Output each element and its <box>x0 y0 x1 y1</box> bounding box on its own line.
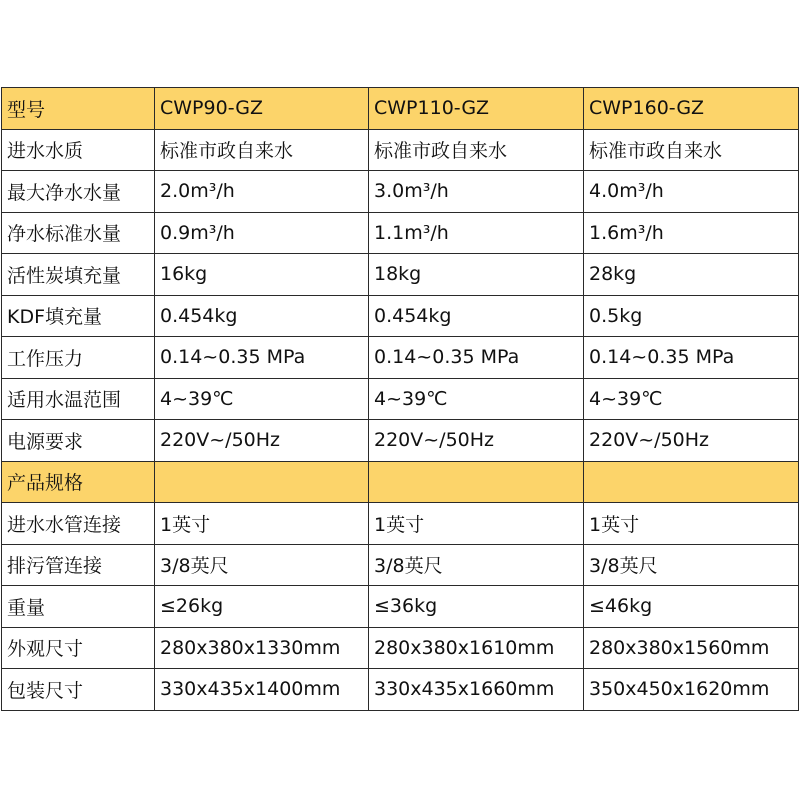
row-label: 活性炭填充量 <box>2 254 155 296</box>
header-cell-model: CWP160-GZ <box>584 88 799 130</box>
table-cell: 16kg <box>155 254 369 296</box>
table-row <box>2 503 799 545</box>
table-cell: 220V~/50Hz <box>584 420 799 462</box>
table-cell: 280x380x1330mm <box>155 627 369 669</box>
table-cell: 1英寸 <box>155 503 369 545</box>
table-cell: 4~39℃ <box>584 378 799 420</box>
table-cell: 3/8英尺 <box>369 544 584 586</box>
table-cell: 0.14~0.35 MPa <box>369 337 584 379</box>
table-cell: 标准市政自来水 <box>584 129 799 171</box>
row-label: KDF填充量 <box>2 295 155 337</box>
table-cell: 2.0m³/h <box>155 171 369 213</box>
header-cell-model: CWP110-GZ <box>369 88 584 130</box>
row-label: 进水水管连接 <box>2 503 155 545</box>
table-cell: 标准市政自来水 <box>369 129 584 171</box>
row-label: 排污管连接 <box>2 544 155 586</box>
header-cell-model: CWP90-GZ <box>155 88 369 130</box>
table-cell: 220V~/50Hz <box>369 420 584 462</box>
table-cell: 350x450x1620mm <box>584 669 799 711</box>
table-row <box>2 627 799 669</box>
table-cell: 4.0m³/h <box>584 171 799 213</box>
row-label: 工作压力 <box>2 337 155 379</box>
section-title: 产品规格 <box>2 461 155 503</box>
table-cell: 0.14~0.35 MPa <box>584 337 799 379</box>
table-row <box>2 295 799 337</box>
table-cell: 0.9m³/h <box>155 212 369 254</box>
table-cell: 0.5kg <box>584 295 799 337</box>
section-header-row <box>2 461 799 503</box>
row-label: 进水水质 <box>2 129 155 171</box>
table-cell: 1英寸 <box>369 503 584 545</box>
table-cell: 330x435x1660mm <box>369 669 584 711</box>
table-row <box>2 212 799 254</box>
section-empty-cell <box>155 461 369 503</box>
table-cell: 280x380x1610mm <box>369 627 584 669</box>
table-row <box>2 544 799 586</box>
row-label: 电源要求 <box>2 420 155 462</box>
section-empty-cell <box>584 461 799 503</box>
table-cell: 220V~/50Hz <box>155 420 369 462</box>
table-cell: 标准市政自来水 <box>155 129 369 171</box>
table-cell: 0.14~0.35 MPa <box>155 337 369 379</box>
header-row <box>2 88 799 130</box>
table-cell: 3.0m³/h <box>369 171 584 213</box>
table-row <box>2 171 799 213</box>
row-label: 最大净水水量 <box>2 171 155 213</box>
table-cell: 1.1m³/h <box>369 212 584 254</box>
table-row <box>2 254 799 296</box>
table-row <box>2 129 799 171</box>
table-row <box>2 378 799 420</box>
table-cell: 0.454kg <box>155 295 369 337</box>
row-label: 外观尺寸 <box>2 627 155 669</box>
spec-table <box>1 87 799 711</box>
header-cell-label: 型号 <box>2 88 155 130</box>
table-cell: 330x435x1400mm <box>155 669 369 711</box>
table-row <box>2 669 799 711</box>
table-row <box>2 337 799 379</box>
table-cell: 18kg <box>369 254 584 296</box>
row-label: 适用水温范围 <box>2 378 155 420</box>
table-cell: ≤36kg <box>369 586 584 628</box>
table-row <box>2 420 799 462</box>
table-row <box>2 586 799 628</box>
section-empty-cell <box>369 461 584 503</box>
table-cell: 3/8英尺 <box>155 544 369 586</box>
row-label: 包装尺寸 <box>2 669 155 711</box>
table-cell: 1.6m³/h <box>584 212 799 254</box>
table-cell: 0.454kg <box>369 295 584 337</box>
table-cell: ≤26kg <box>155 586 369 628</box>
table-cell: 28kg <box>584 254 799 296</box>
table-cell: 4~39℃ <box>369 378 584 420</box>
row-label: 净水标准水量 <box>2 212 155 254</box>
table-cell: 4~39℃ <box>155 378 369 420</box>
table-cell: 1英寸 <box>584 503 799 545</box>
table-cell: ≤46kg <box>584 586 799 628</box>
table-cell: 280x380x1560mm <box>584 627 799 669</box>
row-label: 重量 <box>2 586 155 628</box>
table-cell: 3/8英尺 <box>584 544 799 586</box>
